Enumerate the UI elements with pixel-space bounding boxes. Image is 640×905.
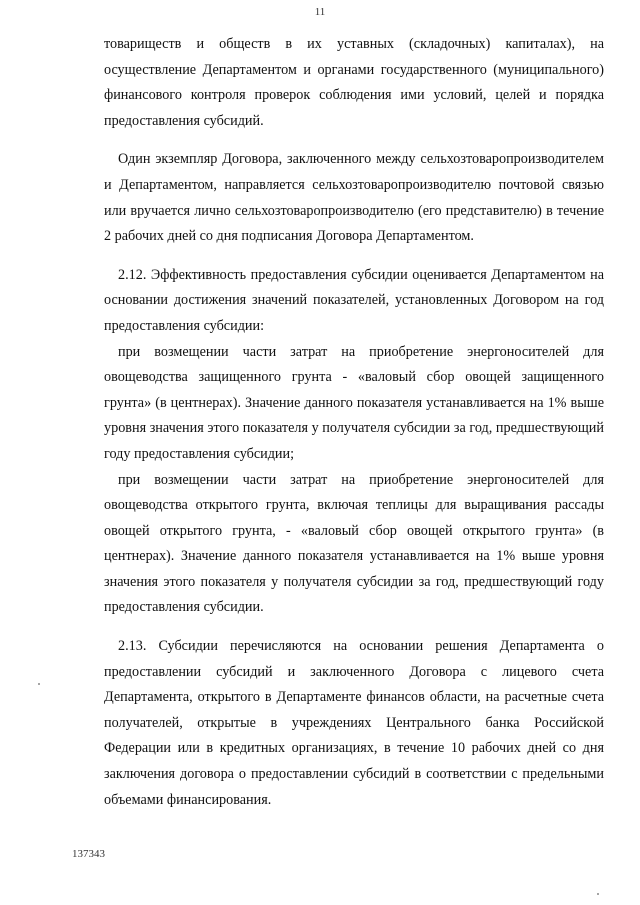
- document-code: 137343: [72, 848, 105, 860]
- paragraph-continuation: товариществ и обществ в их уставных (складочных) капиталах), на осуществление Департаментом и органами государственного (муниципального) финансового контроля проверок соблюдения ими условий, целей и порядка предоставления субсидий.: [104, 36, 604, 129]
- scan-speck: [38, 683, 40, 685]
- document-body: [104, 32, 604, 813]
- paragraph-protected-ground: при возмещении части затрат на приобретение энергоносителей для овощеводства защищенного грунта - «валовый сбор овощей защищенного грунта» (в центнерах). Значение данного показателя устанавливается на 1% выше уровня значения этого показателя у получателя субсидии за год, предшествующий году предоставления субсидии;: [104, 343, 604, 462]
- paragraph-contract-copy: Один экземпляр Договора, заключенного между сельхозтоваропроизводителем и Департаментом, направляется сельхозтоваропроизводителю почтовой связью или вручается лично сельхозтоваропроизводителю (его представителю) в течение 2 рабочих дней со дня подписания Договора Департаментом.: [104, 151, 604, 245]
- paragraph-2-13: 2.13. Субсидии перечисляются на основании решения Департамента о предоставлении субсидий и заключенного Договора с лицевого счета Департамента, открытого в Департаменте финансов области, на расчетные счета получателей, открытые в учреждениях Центрального банка Российской Федерации или в кредитных организациях, в течение 10 рабочих дней со дня заключения договора о предоставлении субсидий в соответствии с предельными объемами финансирования.: [104, 638, 604, 808]
- paragraph-2-12: 2.12. Эффективность предоставления субсидии оценивается Департаментом на основании достижения значений показателей, установленных Договором на год предоставления субсидии:: [104, 266, 604, 334]
- page-number: 11: [314, 6, 326, 18]
- paragraph-open-ground: при возмещении части затрат на приобретение энергоносителей для овощеводства открытого грунта, включая теплицы для выращивания рассады овощей открытого грунта, - «валовый сбор овощей открытого грунта» (в центнерах). Значение данного показателя устанавливается на 1% выше уровня значения этого показателя у получателя субсидии за год, предшествующий году предоставления субсидии.: [104, 471, 604, 616]
- scan-speck: [597, 893, 599, 895]
